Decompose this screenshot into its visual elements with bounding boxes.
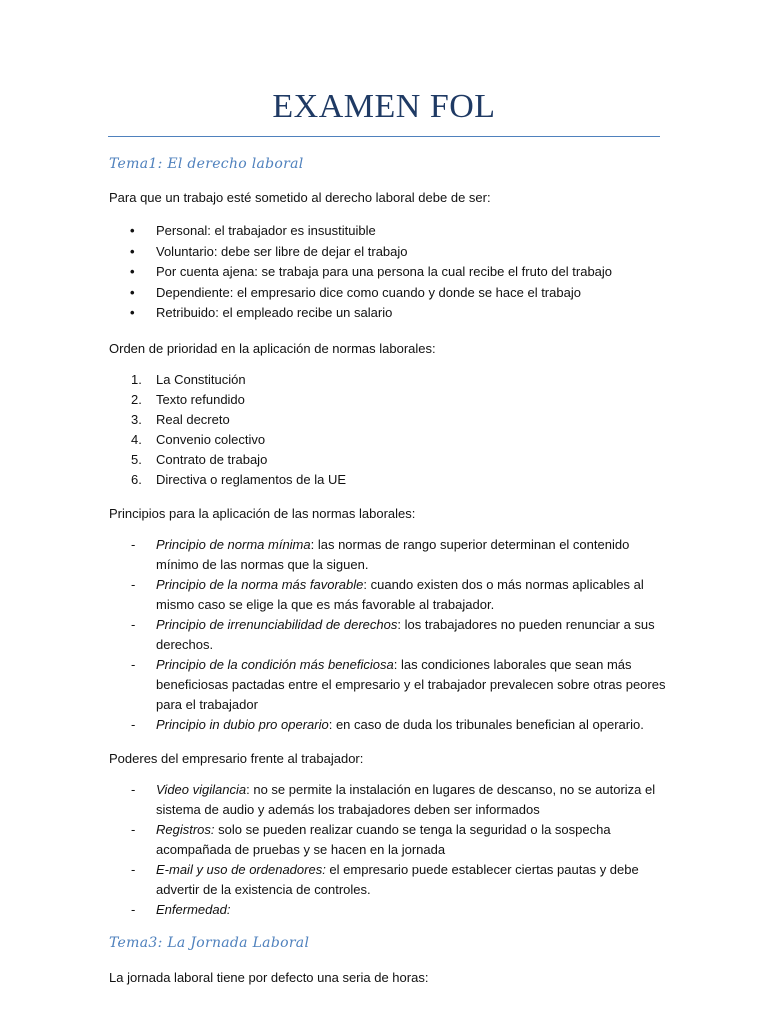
bullet-icon: • (130, 243, 135, 259)
dash-marker: - (131, 617, 136, 632)
document-title: EXAMEN FOL (272, 88, 496, 125)
list-item (131, 410, 671, 430)
list-item-term: Dependiente: (156, 284, 234, 300)
list-item-text: La Constitución (156, 372, 246, 387)
dash-marker: - (131, 782, 136, 797)
list-item-text: : en caso de duda los tribunales benefician al operario. (328, 717, 644, 732)
list-item (130, 303, 670, 324)
dash-marker: - (131, 862, 136, 877)
list-item (131, 655, 671, 715)
dash-marker: - (131, 577, 136, 592)
paragraph-intro: Para que un trabajo esté sometido al derecho laboral debe de ser: (109, 190, 491, 205)
section-heading-tema1: Tema1: El derecho laboral (109, 156, 304, 172)
list-item (130, 283, 670, 304)
dash-marker: - (131, 657, 136, 672)
list-item (131, 715, 671, 735)
bullet-icon: • (130, 223, 135, 238)
list-item-term: Principio in dubio pro operario (156, 717, 329, 732)
list-item (131, 430, 671, 450)
list-item-term: Registros: (156, 822, 215, 837)
list-item-term: Retribuido: (156, 305, 219, 320)
list-item-text: se trabaja para una persona la cual recibe el fruto del trabajo (257, 264, 613, 279)
list-item-text: Real decreto (156, 412, 230, 427)
list-item-number: 6. (131, 472, 142, 487)
bullet-list-requisitos (130, 221, 670, 324)
list-item-text: Directiva o reglamentos de la UE (156, 472, 347, 487)
list-item-number: 3. (131, 412, 142, 427)
section-heading-tema3: Tema3: La Jornada Laboral (109, 935, 310, 951)
dash-list-principios (131, 535, 671, 735)
list-item (131, 575, 671, 615)
paragraph-powers-intro: Poderes del empresario frente al trabajador: (109, 751, 364, 766)
list-item-text: Contrato de trabajo (156, 452, 268, 467)
list-item-term: Principio de la norma más favorable (156, 577, 364, 592)
dash-marker: - (131, 822, 136, 837)
list-item-text: Texto refundido (156, 392, 245, 407)
list-item-text: el empresario puede establecer ciertas pautas y debe advertir de la existencia de controles. (156, 862, 639, 897)
list-item-term: Personal: (156, 223, 211, 238)
bullet-icon: • (130, 305, 135, 320)
list-item-text: : cuando existen dos o más normas aplicables al mismo caso se elige la que es más favorable al trabajador. (156, 577, 644, 612)
list-item-term: E-mail y uso de ordenadores: (156, 862, 326, 877)
dash-marker: - (131, 717, 136, 732)
list-item (131, 450, 671, 470)
list-item (131, 860, 671, 900)
paragraph-jornada-intro: La jornada laboral tiene por defecto una seria de horas: (109, 970, 429, 985)
numbered-list-prioridad (131, 370, 671, 490)
list-item (131, 390, 671, 410)
list-item-text: el empleado recibe un salario (218, 305, 393, 320)
dash-marker: - (131, 537, 136, 552)
list-item (131, 370, 671, 390)
list-item-term: Voluntario: (156, 243, 218, 259)
list-item-text: : las condiciones laborales que sean más beneficiosas pactadas entre el empresario y el trabajador prevalecen sobre otras peores para el trabajador (156, 657, 666, 712)
list-item-term: Enfermedad: (156, 902, 231, 917)
paragraph-principles-intro: Principios para la aplicación de las normas laborales: (109, 506, 416, 521)
list-item-number: 4. (131, 432, 142, 447)
list-item-text: : los trabajadores no pueden renunciar a sus derechos. (156, 617, 655, 652)
list-item-number: 5. (131, 452, 142, 467)
list-item (131, 820, 671, 860)
list-item (131, 900, 671, 920)
bullet-icon: • (130, 284, 135, 300)
list-item (130, 262, 670, 283)
list-item-term: Video vigilancia (156, 782, 247, 797)
bullet-icon: • (130, 264, 135, 279)
list-item-text: el trabajador es insustituible (210, 223, 376, 238)
list-item-term: Principio de irrenunciabilidad de derechos (156, 617, 398, 632)
list-item-text: Convenio colectivo (156, 432, 266, 447)
title-underline (108, 136, 660, 137)
list-item (130, 242, 670, 263)
list-item (131, 470, 671, 490)
dash-marker: - (131, 902, 136, 917)
dash-list-poderes (131, 780, 671, 920)
list-item (131, 615, 671, 655)
list-item-text: solo se pueden realizar cuando se tenga la seguridad o la sospecha acompañada de pruebas y se hacen en la jornada (156, 822, 611, 857)
list-item (131, 535, 671, 575)
list-item (131, 780, 671, 820)
paragraph-priority-intro: Orden de prioridad en la aplicación de normas laborales: (109, 341, 436, 356)
list-item-text: debe ser libre de dejar el trabajo (217, 243, 408, 259)
list-item-text: el empresario dice como cuando y donde se hace el trabajo (233, 284, 581, 300)
list-item-term: Por cuenta ajena: (156, 264, 258, 279)
list-item-number: 1. (131, 372, 142, 387)
list-item (130, 221, 670, 242)
list-item-text: : no se permite la instalación en lugares de descanso, no se autoriza el sistema de audio y además los trabajadores deben ser informados (156, 782, 656, 817)
list-item-term: Principio de la condición más beneficiosa (156, 657, 394, 672)
list-item-text: : las normas de rango superior determinan el contenido mínimo de las normas que la siguen. (156, 537, 630, 572)
list-item-number: 2. (131, 392, 142, 407)
list-item-term: Principio de norma mínima (156, 537, 311, 552)
